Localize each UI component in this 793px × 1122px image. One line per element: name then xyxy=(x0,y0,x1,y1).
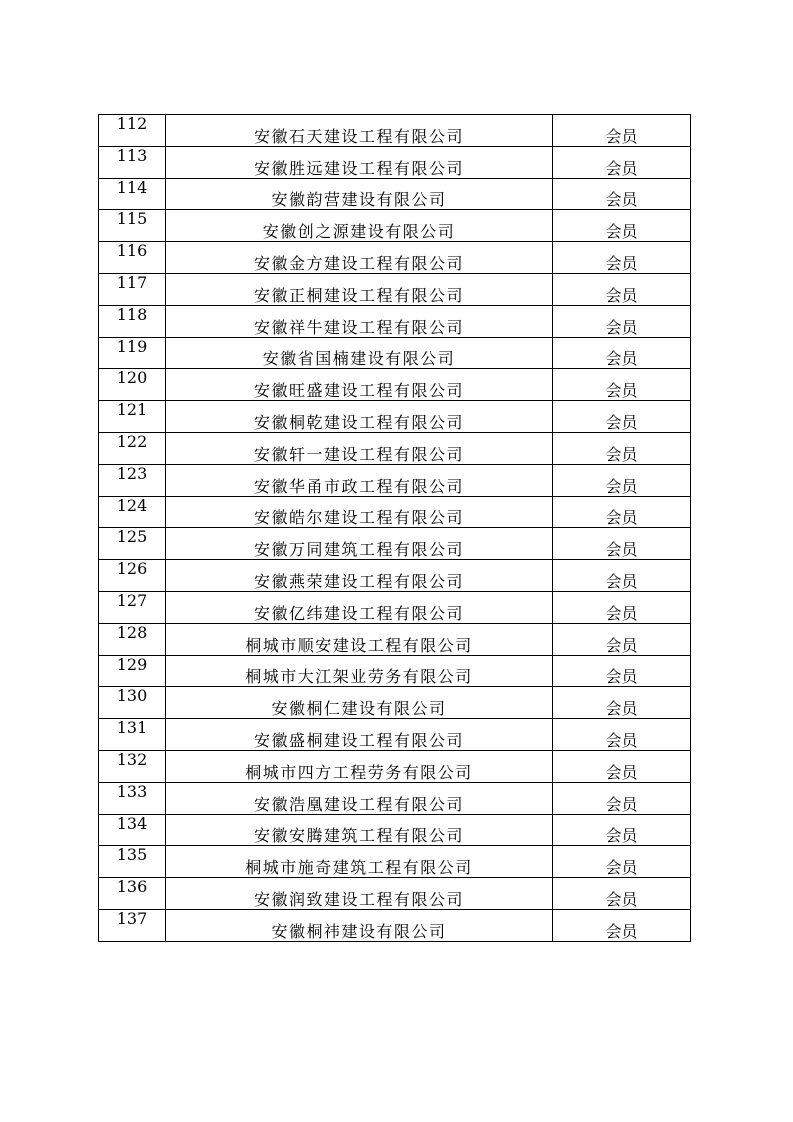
member-type-cell: 会员 xyxy=(553,878,691,910)
member-type-cell: 会员 xyxy=(553,432,691,464)
member-type-cell: 会员 xyxy=(553,115,691,147)
company-name-cell: 安徽桐祎建设有限公司 xyxy=(166,909,553,941)
company-name-cell: 安徽桐仁建设有限公司 xyxy=(166,687,553,719)
row-number-cell: 131 xyxy=(99,719,166,751)
row-number-cell: 127 xyxy=(99,591,166,623)
company-name-cell: 安徽胜远建设工程有限公司 xyxy=(166,146,553,178)
table-row xyxy=(99,146,691,178)
table-row xyxy=(99,878,691,910)
company-name-cell: 安徽轩一建设工程有限公司 xyxy=(166,432,553,464)
company-name-cell: 安徽皓尔建设工程有限公司 xyxy=(166,496,553,528)
company-name-cell: 桐城市大江架业劳务有限公司 xyxy=(166,655,553,687)
company-name-cell: 桐城市四方工程劳务有限公司 xyxy=(166,750,553,782)
company-name-cell: 安徽石天建设工程有限公司 xyxy=(166,115,553,147)
member-type-cell: 会员 xyxy=(553,401,691,433)
row-number-cell: 119 xyxy=(99,337,166,369)
member-type-cell: 会员 xyxy=(553,210,691,242)
table-row xyxy=(99,750,691,782)
table-row xyxy=(99,623,691,655)
row-number-cell: 128 xyxy=(99,623,166,655)
row-number-cell: 136 xyxy=(99,878,166,910)
table-row xyxy=(99,846,691,878)
table-row xyxy=(99,305,691,337)
row-number-cell: 129 xyxy=(99,655,166,687)
member-type-cell: 会员 xyxy=(553,273,691,305)
table-row xyxy=(99,337,691,369)
company-name-cell: 安徽浩凰建设工程有限公司 xyxy=(166,782,553,814)
company-name-cell: 桐城市顺安建设工程有限公司 xyxy=(166,623,553,655)
row-number-cell: 133 xyxy=(99,782,166,814)
table-row xyxy=(99,401,691,433)
row-number-cell: 126 xyxy=(99,560,166,592)
member-table xyxy=(98,114,691,942)
member-type-cell: 会员 xyxy=(553,846,691,878)
member-type-cell: 会员 xyxy=(553,623,691,655)
table-row xyxy=(99,782,691,814)
table-row xyxy=(99,591,691,623)
row-number-cell: 132 xyxy=(99,750,166,782)
member-type-cell: 会员 xyxy=(553,146,691,178)
table-row xyxy=(99,814,691,846)
company-name-cell: 安徽旺盛建设工程有限公司 xyxy=(166,369,553,401)
table-row xyxy=(99,560,691,592)
row-number-cell: 130 xyxy=(99,687,166,719)
member-type-cell: 会员 xyxy=(553,369,691,401)
table-row xyxy=(99,273,691,305)
member-type-cell: 会员 xyxy=(553,178,691,210)
company-name-cell: 安徽亿纬建设工程有限公司 xyxy=(166,591,553,623)
company-name-cell: 安徽桐乾建设工程有限公司 xyxy=(166,401,553,433)
company-name-cell: 桐城市施奇建筑工程有限公司 xyxy=(166,846,553,878)
table-row xyxy=(99,719,691,751)
table-row xyxy=(99,178,691,210)
member-type-cell: 会员 xyxy=(553,719,691,751)
company-name-cell: 安徽正桐建设工程有限公司 xyxy=(166,273,553,305)
member-type-cell: 会员 xyxy=(553,528,691,560)
table-row xyxy=(99,210,691,242)
row-number-cell: 113 xyxy=(99,146,166,178)
row-number-cell: 118 xyxy=(99,305,166,337)
company-name-cell: 安徽祥牛建设工程有限公司 xyxy=(166,305,553,337)
member-type-cell: 会员 xyxy=(553,337,691,369)
company-name-cell: 安徽润致建设工程有限公司 xyxy=(166,878,553,910)
table-row xyxy=(99,528,691,560)
company-name-cell: 安徽省国楠建设有限公司 xyxy=(166,337,553,369)
member-table-body xyxy=(99,115,691,942)
row-number-cell: 122 xyxy=(99,432,166,464)
row-number-cell: 123 xyxy=(99,464,166,496)
row-number-cell: 120 xyxy=(99,369,166,401)
row-number-cell: 135 xyxy=(99,846,166,878)
row-number-cell: 117 xyxy=(99,273,166,305)
row-number-cell: 134 xyxy=(99,814,166,846)
company-name-cell: 安徽燕荣建设工程有限公司 xyxy=(166,560,553,592)
member-type-cell: 会员 xyxy=(553,909,691,941)
table-row xyxy=(99,464,691,496)
company-name-cell: 安徽万同建筑工程有限公司 xyxy=(166,528,553,560)
table-row xyxy=(99,655,691,687)
member-type-cell: 会员 xyxy=(553,242,691,274)
table-row xyxy=(99,369,691,401)
table-row xyxy=(99,242,691,274)
table-row xyxy=(99,687,691,719)
company-name-cell: 安徽韵营建设有限公司 xyxy=(166,178,553,210)
row-number-cell: 124 xyxy=(99,496,166,528)
member-type-cell: 会员 xyxy=(553,687,691,719)
table-row xyxy=(99,496,691,528)
row-number-cell: 116 xyxy=(99,242,166,274)
table-row xyxy=(99,115,691,147)
row-number-cell: 125 xyxy=(99,528,166,560)
member-type-cell: 会员 xyxy=(553,750,691,782)
member-type-cell: 会员 xyxy=(553,591,691,623)
member-type-cell: 会员 xyxy=(553,782,691,814)
row-number-cell: 115 xyxy=(99,210,166,242)
company-name-cell: 安徽安腾建筑工程有限公司 xyxy=(166,814,553,846)
row-number-cell: 137 xyxy=(99,909,166,941)
member-type-cell: 会员 xyxy=(553,655,691,687)
member-type-cell: 会员 xyxy=(553,560,691,592)
row-number-cell: 114 xyxy=(99,178,166,210)
member-type-cell: 会员 xyxy=(553,305,691,337)
member-type-cell: 会员 xyxy=(553,814,691,846)
table-row xyxy=(99,909,691,941)
row-number-cell: 112 xyxy=(99,115,166,147)
company-name-cell: 安徽华甬市政工程有限公司 xyxy=(166,464,553,496)
company-name-cell: 安徽盛桐建设工程有限公司 xyxy=(166,719,553,751)
member-type-cell: 会员 xyxy=(553,464,691,496)
member-type-cell: 会员 xyxy=(553,496,691,528)
table-row xyxy=(99,432,691,464)
row-number-cell: 121 xyxy=(99,401,166,433)
company-name-cell: 安徽创之源建设有限公司 xyxy=(166,210,553,242)
company-name-cell: 安徽金方建设工程有限公司 xyxy=(166,242,553,274)
